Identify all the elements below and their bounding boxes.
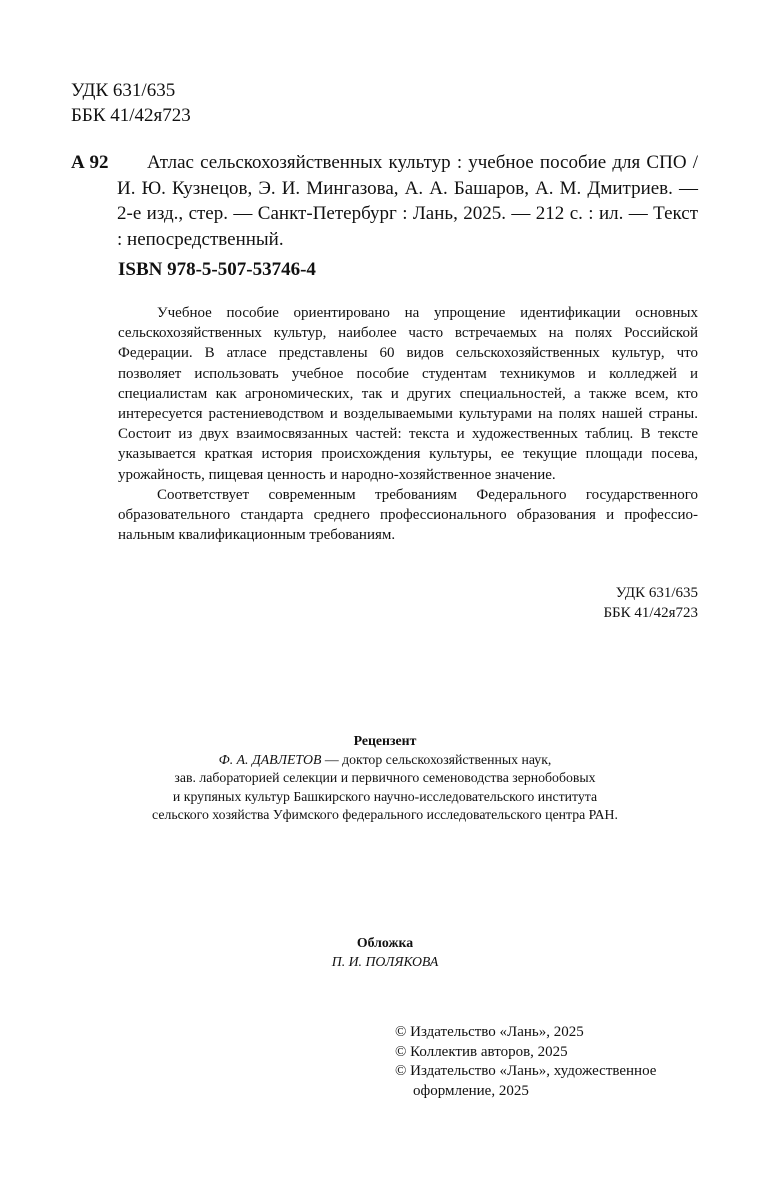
reviewer-line: и крупяных культур Башкирского научно-исследовательского института	[172, 788, 598, 804]
reviewer-line: зав. лабораторией селекции и первичного семеноводства зернобобовых	[174, 770, 596, 786]
reviewer-title: — доктор сельскохозяйственных наук,	[321, 751, 552, 767]
copyright-line: оформление, 2025	[413, 1083, 529, 1100]
classification-codes-bottom	[560, 583, 698, 623]
reviewer-name: Ф. А. ДАВЛЕТОВ	[218, 751, 322, 767]
reviewer-block	[100, 732, 670, 825]
cover-artist: П. И. ПОЛЯКОВА	[331, 953, 439, 969]
cover-credit	[100, 934, 670, 971]
annotation-paragraph: Соответствует современным требованиям Федерального государственного образовательного стандарта среднего профессионального образования и профессиональным квалификационным требованиям.	[118, 486, 698, 544]
cover-heading: Обложка	[356, 935, 414, 950]
udk-code-bottom: УДК 631/635	[615, 585, 698, 601]
copyright-line: © Издательство «Лань», художественное	[395, 1063, 657, 1080]
bibliographic-entry: Атлас сельскохозяйственных культур : учебное пособие для СПО / И. Ю. Кузнецов, Э. И. Мингазова, А. А. Башаров, А. М. Дмитриев. — 2-е изд., стер. — Санкт-Петербург : Лань, 2025. — 212 с. : ил. — Текст : непосредственный.	[117, 152, 698, 250]
reviewer-heading: Рецензент	[353, 733, 417, 748]
copyright-line: © Издательство «Лань», 2025	[395, 1024, 584, 1040]
annotation-paragraph: Учебное пособие ориентировано на упрощение идентификации основных сельскохозяйственных культур, наиболее часто встречаемых на полях Российской Федерации. В атласе представлены 60 видов сельскохозяйственных культур, что позволяет использовать учебное пособие студентам техникумов и колледжей и специалистам как агрономических, так и других специальностей, а также всем, кто интересуется растениеводством и возделываемыми культурами на полях нашей страны. Состоит из двух взаимосвязанных частей: текста и художественных таблиц. В тексте указывается краткая история происхождения культуры, ее текущие площади посева, урожайность, пищевая ценность и народно-хозяйственное значение.	[118, 305, 698, 483]
classification-codes	[71, 78, 191, 128]
reviewer-line: сельского хозяйства Уфимского федерального исследовательского центра РАН.	[152, 807, 618, 823]
bbk-code: ББК 41/42я723	[71, 105, 191, 126]
udk-code: УДК 631/635	[71, 80, 176, 101]
copyright-block	[395, 1023, 656, 1102]
annotation	[118, 303, 698, 545]
author-mark: А 92	[71, 152, 109, 173]
isbn: ISBN 978-5-507-53746-4	[118, 259, 316, 280]
copyright-line: © Коллектив авторов, 2025	[395, 1043, 568, 1060]
reviewer-line	[100, 751, 670, 770]
bbk-code-bottom: ББК 41/42я723	[603, 605, 698, 621]
